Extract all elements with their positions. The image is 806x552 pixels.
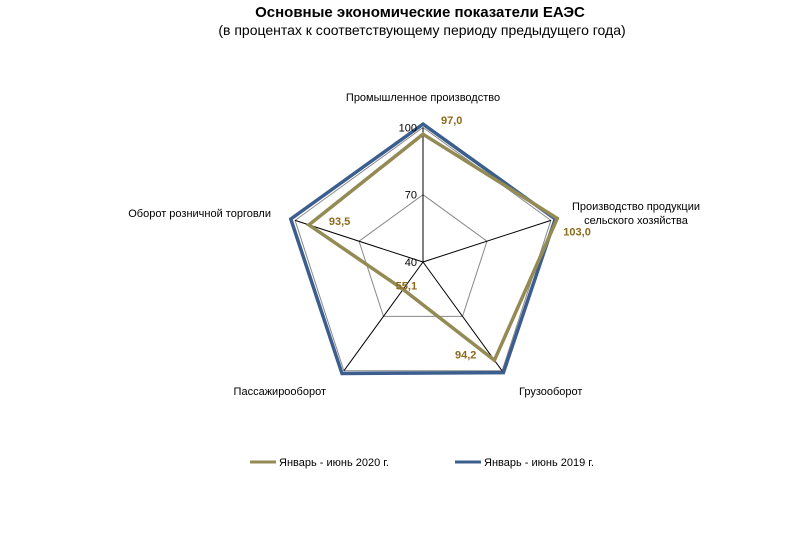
axis-label-1-line-0: Производство продукции (571, 201, 701, 213)
value-label-2: 94,2 (454, 349, 477, 362)
value-label-1: 103,0 (563, 226, 591, 239)
chart-title: Основные экономические показатели ЕАЭС (255, 4, 585, 21)
tick-label-70: 70 (404, 189, 417, 202)
chart-subtitle: (в процентах к соответствующему периоду предыдущего года) (218, 22, 626, 38)
legend-label-2020: Январь - июнь 2020 г. (279, 457, 389, 469)
tick-label-100: 100 (398, 122, 417, 135)
axis-label-3-line-0: Пассажирооборот (233, 386, 326, 398)
value-label-3: 55,1 (395, 280, 418, 293)
legend-label-2019: Январь - июнь 2019 г. (484, 457, 594, 469)
value-label-4: 93,5 (328, 215, 351, 228)
axis-label-1-line-1: сельского хозяйства (584, 215, 688, 227)
radar-series (291, 124, 558, 373)
spoke-1 (423, 220, 551, 262)
tick-label-40: 40 (404, 257, 417, 269)
radar-spokes (295, 128, 551, 371)
axis-label-4-line-0: Оборот розничной торговли (128, 208, 271, 220)
axis-label-0-line-0: Промышленное производство (345, 92, 501, 104)
value-label-0: 97,0 (441, 115, 463, 128)
chart-legend (250, 457, 594, 469)
radar-axis-labels (128, 92, 700, 398)
axis-label-2-line-0: Грузооборот (519, 386, 583, 398)
